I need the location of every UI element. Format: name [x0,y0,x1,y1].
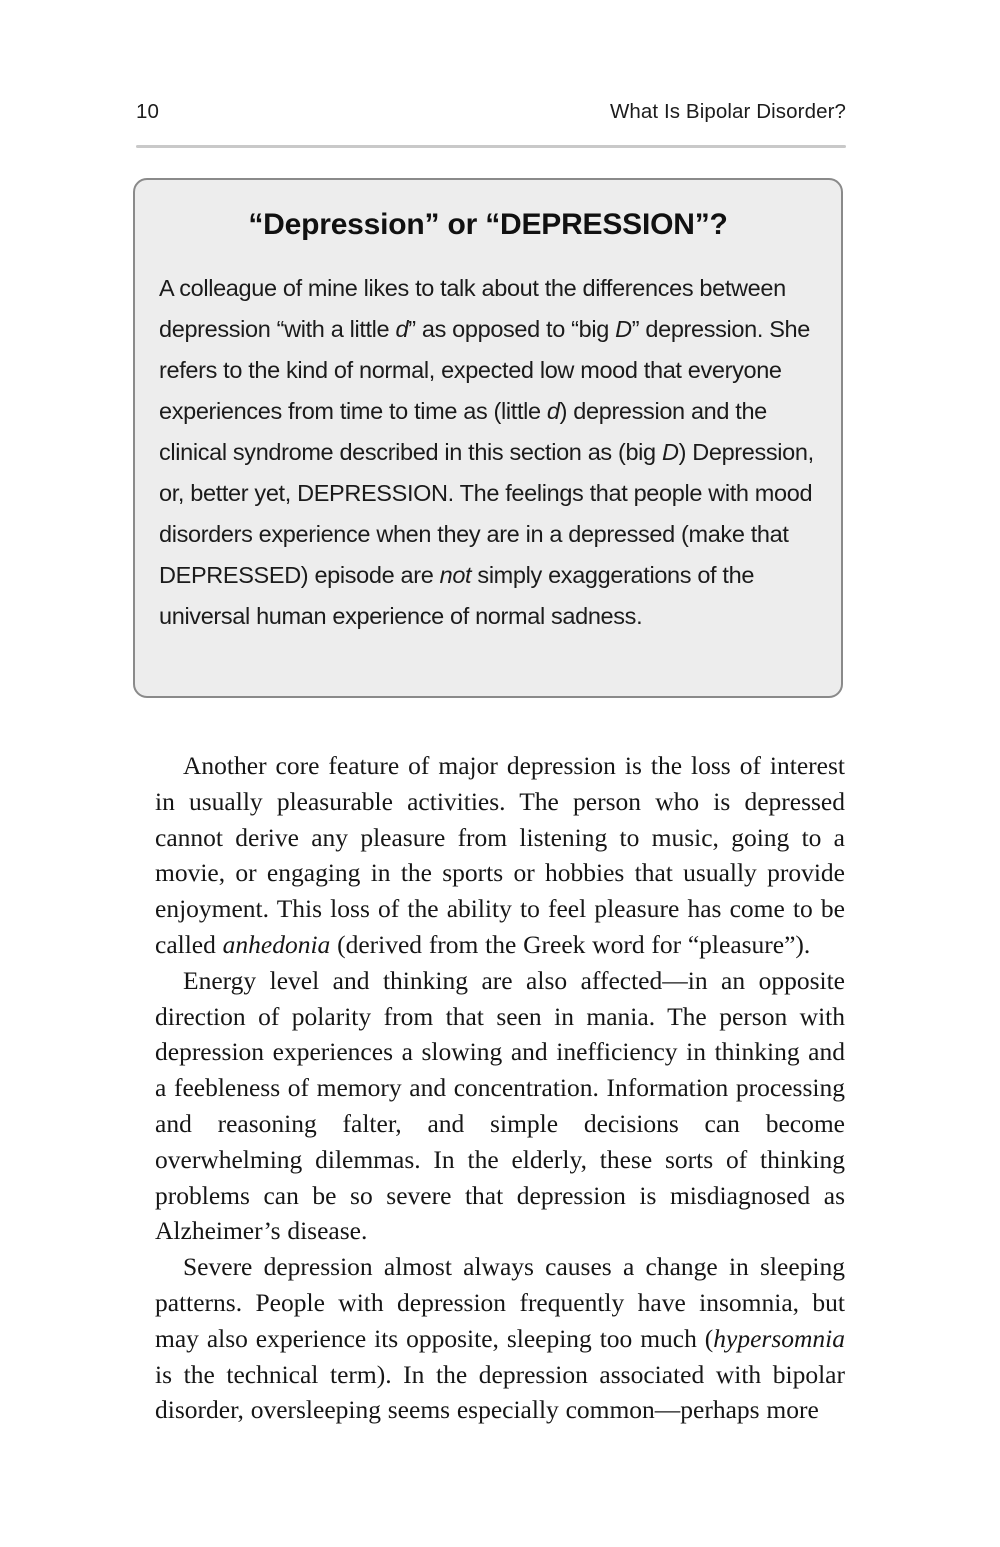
callout-emphasis-5: not [439,562,472,588]
callout-body [159,268,815,637]
callout-emphasis-2: D [615,316,632,342]
paragraph-3-text-2: is the technical term). In the depression associated with bipolar disorder, oversleeping seems especially common—perhaps more [155,1359,845,1425]
callout-emphasis-1: d [395,316,409,342]
paragraph-1-text-1: Another core feature of major depression is the loss of interest in usually pleasurable activities. The person who is depressed cannot derive any pleasure from listening to music, going to a movie, or engaging in the sports or hobbies that usually provide enjoyment. This loss of the ability to feel pleasure has come to be called [155,751,845,959]
paragraph-3-text-1: Severe depression almost always causes a change in sleeping patterns. People with depression frequently have insomnia, but may also experience its opposite, sleeping too much ( [155,1252,845,1353]
callout-text-3: ” depression. She refers to the kind of normal, expected low mood that everyone experiences from time to time as (little [159,316,810,424]
running-header [136,100,846,124]
body-text-column [155,748,845,1428]
callout-emphasis-3: d [546,398,560,424]
page-number: 10 [136,100,160,123]
paragraph-1-italic-anhedonia: anhedonia [222,929,331,959]
callout-text-4: ) depression and the clinical syndrome described in this section as (big [159,398,767,465]
paragraph-1-text-2: (derived from the Greek word for “pleasure”). [330,929,811,959]
callout-title: “Depression” or “DEPRESSION”? [248,208,728,241]
callout-text-2: ” as opposed to “big [408,316,616,342]
header-rule [136,145,846,148]
callout-text-5: ) Depression, or, better yet, DEPRESSION. The feelings that people with mood disorders experience when they are in a depressed (make that DEPRESSED) episode are [159,439,814,588]
callout-box [133,178,843,698]
body-paragraph-1 [155,748,845,963]
body-paragraph-2: Energy level and thinking are also affected—in an opposite direction of polarity from that seen in mania. The person with depression experiences a slowing and inefficiency in thinking and a feebleness of memory and concentration. Information processing and reasoning falter, and simple decisions can become overwhelming dilemmas. In the elderly, these sorts of thinking problems can be so severe that depression is misdiagnosed as Alzheimer’s disease. [155,965,845,1246]
body-paragraph-3 [155,1249,845,1428]
chapter-title: What Is Bipolar Disorder? [609,100,846,123]
callout-text-6: simply exaggerations of the universal human experience of normal sadness. [159,562,755,629]
callout-text-1: A colleague of mine likes to talk about the differences between depression “with a little [159,275,786,342]
callout-emphasis-4: D [661,439,679,465]
paragraph-3-italic-hypersomnia: hypersomnia [713,1323,845,1353]
